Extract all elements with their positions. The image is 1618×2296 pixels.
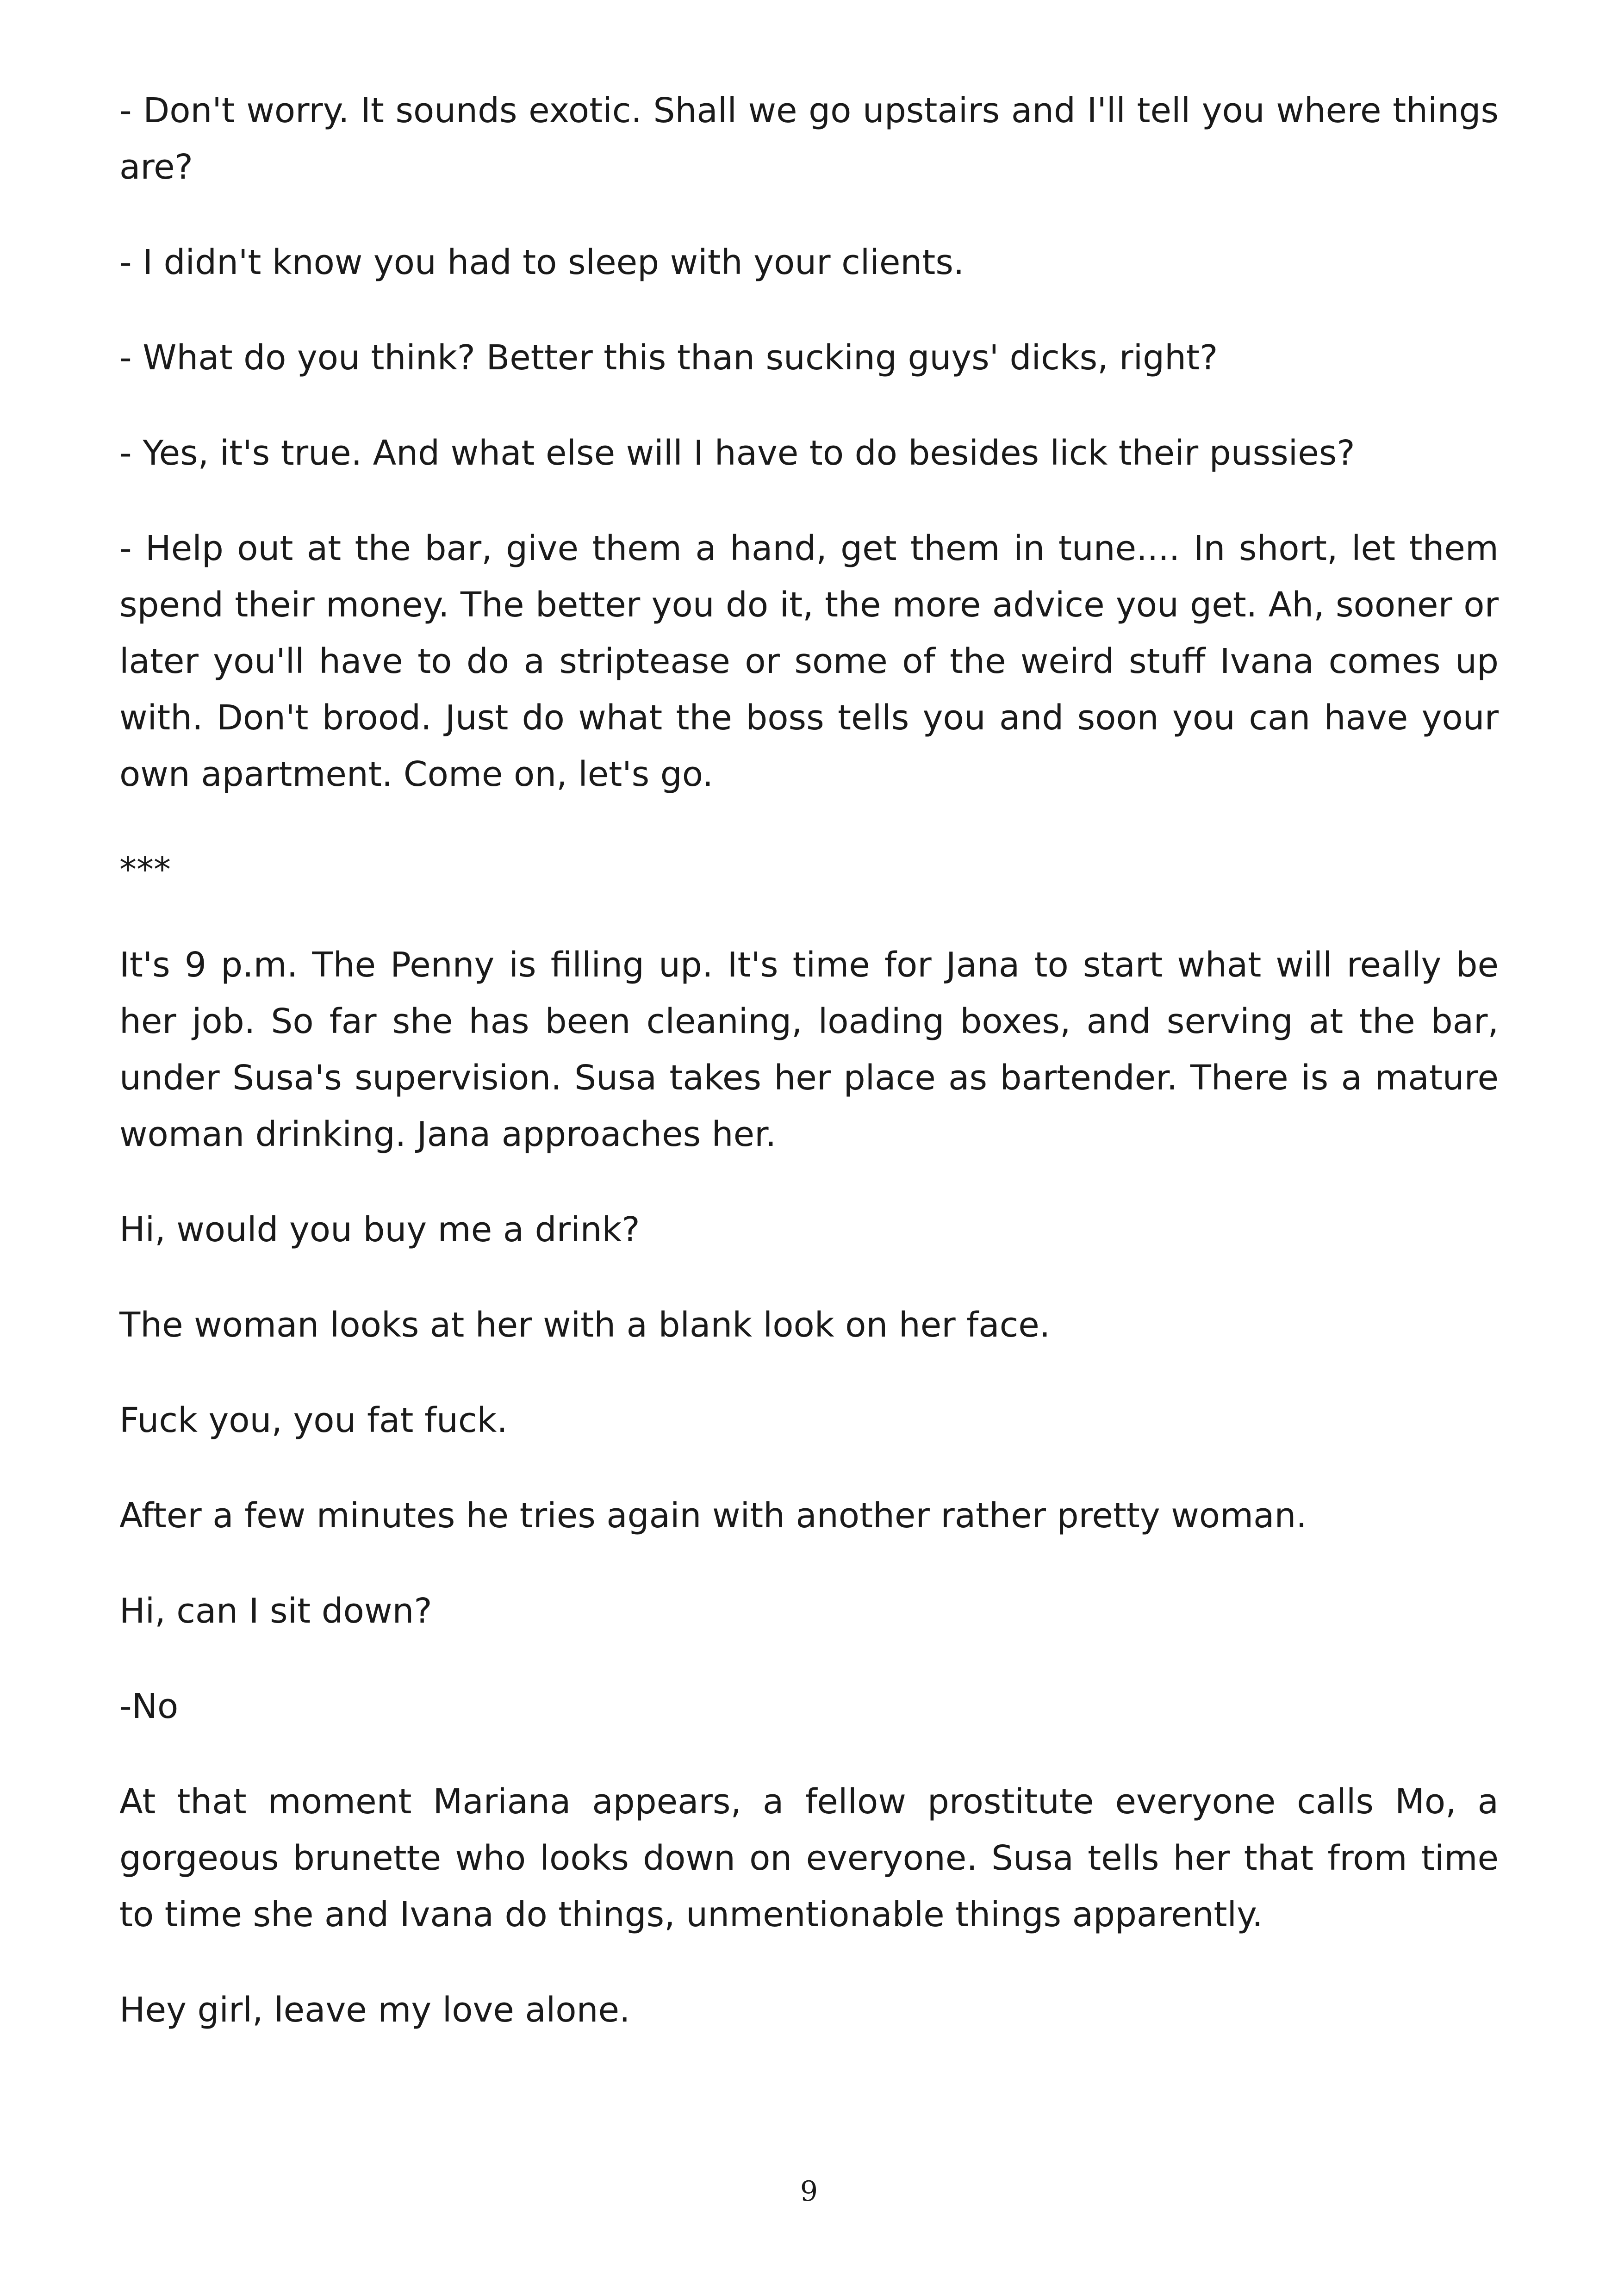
body-text — [119, 82, 1499, 2077]
paragraph: - I didn't know you had to sleep with your clients. — [119, 243, 965, 282]
paragraph: Hi, would you buy me a drink? — [119, 1210, 640, 1250]
paragraph: Hey girl, leave my love alone. — [119, 1990, 630, 2030]
paragraph: Fuck you, you fat fuck. — [119, 1400, 508, 1440]
paragraph: The woman looks at her with a blank look on her face. — [119, 1305, 1051, 1345]
paragraph: At that moment Mariana appears, a fellow prostitute everyone calls Mo, a gorgeous brunette who looks down on everyone. Susa tells her that from time to time she and Ivana do things, unmentionable things apparently. — [119, 1782, 1499, 1935]
paragraph: - What do you think? Better this than sucking guys' dicks, right? — [119, 338, 1218, 378]
paragraph: It's 9 p.m. The Penny is filling up. It's time for Jana to start what will really be her job. So far she has been cleaning, loading boxes, and serving at the bar, under Susa's supervision. Susa takes her place as bartender. There is a mature woman drinking. Jana approaches her. — [119, 945, 1499, 1154]
paragraph: - Don't worry. It sounds exotic. Shall we go upstairs and I'll tell you where things are? — [119, 91, 1499, 187]
paragraph: - Yes, it's true. And what else will I have to do besides lick their pussies? — [119, 433, 1355, 473]
paragraph: After a few minutes he tries again with another rather pretty woman. — [119, 1496, 1307, 1536]
page-number: 9 — [800, 2175, 818, 2208]
paragraph: Hi, can I sit down? — [119, 1591, 432, 1631]
paragraph: - Help out at the bar, give them a hand, get them in tune.... In short, let them spend their money. The better you do it, the more advice you get. Ah, sooner or later you'll have to do a striptease or some of the weird stuff Ivana comes up with. Don't brood. Just do what the boss tells you and soon you can have your own apartment. Come on, let's go. — [119, 529, 1499, 794]
paragraph: -No — [119, 1686, 179, 1726]
section-break: *** — [119, 850, 171, 890]
